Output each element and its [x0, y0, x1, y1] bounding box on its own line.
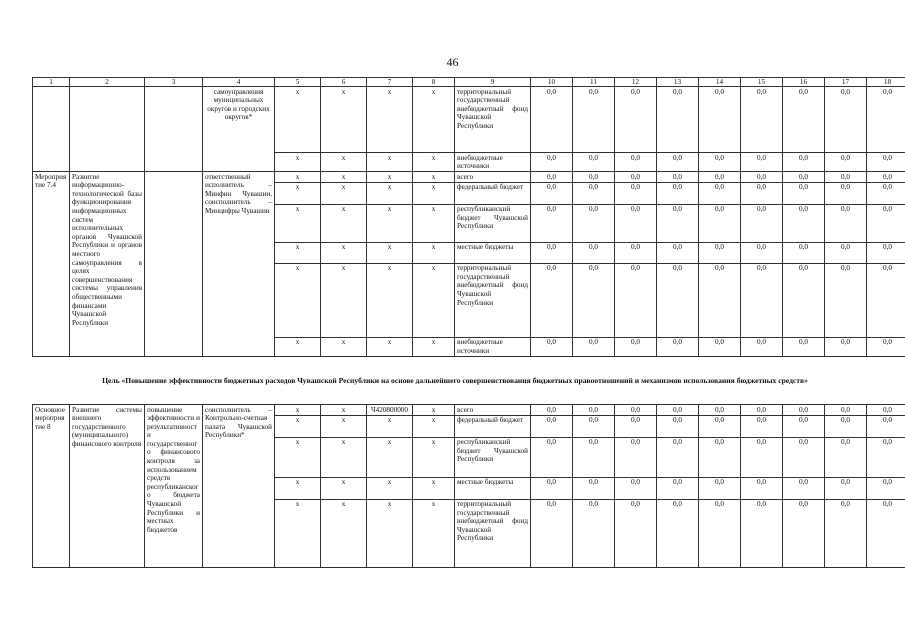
value-cell: 0,0 [783, 405, 825, 416]
value-cell: 0,0 [615, 337, 657, 356]
code-cell: x [275, 437, 321, 477]
value-cell: 0,0 [783, 182, 825, 204]
value-cell: 0,0 [867, 153, 905, 172]
value-cell: 0,0 [825, 337, 867, 356]
code-cell: x [321, 477, 367, 499]
value-cell: 0,0 [531, 405, 573, 416]
value-cell: 0,0 [825, 437, 867, 477]
column-number: 10 [531, 78, 573, 87]
table-row [33, 172, 905, 183]
value-cell: 0,0 [573, 204, 615, 242]
value-cell: 0,0 [741, 263, 783, 337]
value-cell: 0,0 [867, 499, 905, 567]
code-cell: x [367, 337, 413, 356]
value-cell: 0,0 [573, 337, 615, 356]
value-cell: 0,0 [531, 499, 573, 567]
value-cell: 0,0 [657, 204, 699, 242]
column-number: 12 [615, 78, 657, 87]
value-cell: 0,0 [699, 182, 741, 204]
goal-cell [145, 87, 203, 172]
value-cell: 0,0 [825, 499, 867, 567]
value-cell: 0,0 [573, 153, 615, 172]
value-cell: 0,0 [741, 405, 783, 416]
code-cell: x [321, 172, 367, 183]
value-cell: 0,0 [741, 242, 783, 263]
code-cell: x [367, 263, 413, 337]
column-number: 6 [321, 78, 367, 87]
value-cell: 0,0 [699, 153, 741, 172]
value-cell: 0,0 [741, 477, 783, 499]
value-cell: 0,0 [657, 87, 699, 153]
value-cell: 0,0 [867, 182, 905, 204]
value-cell: 0,0 [699, 437, 741, 477]
value-cell: 0,0 [615, 499, 657, 567]
code-cell: x [413, 153, 455, 172]
executor-cell: самоуправления муниципальных округов и городских округов* [203, 87, 275, 172]
goal-cell: повышение эффективности и результативности государственного финансового контроля за использованием средств республиканского бюджета Чувашской Республики и местных бюджетов [145, 405, 203, 568]
value-cell: 0,0 [783, 337, 825, 356]
value-cell: 0,0 [531, 182, 573, 204]
code-cell: x [367, 182, 413, 204]
code-cell: x [321, 437, 367, 477]
value-cell: 0,0 [573, 172, 615, 183]
column-number: 8 [413, 78, 455, 87]
column-number: 4 [203, 78, 275, 87]
value-cell: 0,0 [741, 182, 783, 204]
value-cell: 0,0 [615, 437, 657, 477]
value-cell: 0,0 [531, 153, 573, 172]
code-cell: x [275, 337, 321, 356]
column-number: 2 [70, 78, 145, 87]
code-cell: x [413, 437, 455, 477]
value-cell: 0,0 [573, 415, 615, 437]
value-cell: 0,0 [741, 204, 783, 242]
value-cell: 0,0 [699, 499, 741, 567]
code-cell: x [413, 263, 455, 337]
column-number: 16 [783, 78, 825, 87]
value-cell: 0,0 [699, 415, 741, 437]
value-cell: 0,0 [699, 405, 741, 416]
event-name-cell: Развитие информационно-технологической базы функционирования информационных систем исполнительных органов Чувашской Республики и органов местного самоуправления в целях совершенствования системы управления общественными финансами Чувашской Республики [70, 172, 145, 357]
value-cell: 0,0 [867, 87, 905, 153]
column-number: 7 [367, 78, 413, 87]
value-cell: 0,0 [783, 87, 825, 153]
code-cell: x [321, 153, 367, 172]
code-cell: x [413, 182, 455, 204]
value-cell: 0,0 [531, 87, 573, 153]
code-cell: x [321, 337, 367, 356]
value-cell: 0,0 [699, 242, 741, 263]
value-cell: 0,0 [783, 153, 825, 172]
column-number: 17 [825, 78, 867, 87]
value-cell: 0,0 [825, 153, 867, 172]
value-cell: 0,0 [867, 415, 905, 437]
value-cell: 0,0 [657, 153, 699, 172]
value-cell: 0,0 [825, 182, 867, 204]
value-cell: 0,0 [783, 263, 825, 337]
value-cell: 0,0 [657, 182, 699, 204]
code-cell: x [275, 172, 321, 183]
code-cell: x [275, 477, 321, 499]
page-number: 46 [446, 55, 459, 69]
value-cell: 0,0 [867, 242, 905, 263]
value-cell: 0,0 [783, 499, 825, 567]
value-cell: 0,0 [573, 477, 615, 499]
code-cell: x [275, 499, 321, 567]
header-row [33, 78, 905, 87]
code-cell: x [413, 415, 455, 437]
code-cell: x [321, 263, 367, 337]
code-cell: x [367, 499, 413, 567]
value-cell: 0,0 [867, 337, 905, 356]
value-cell: 0,0 [657, 415, 699, 437]
value-cell: 0,0 [531, 477, 573, 499]
value-cell: 0,0 [783, 477, 825, 499]
funding-source-cell: территориальный государственный внебюджетный фонд Чувашской Республики [455, 263, 531, 337]
value-cell: 0,0 [699, 87, 741, 153]
value-cell: 0,0 [657, 499, 699, 567]
funding-source-cell: местные бюджеты [455, 477, 531, 499]
value-cell: 0,0 [657, 437, 699, 477]
code-cell: x [367, 242, 413, 263]
code-cell: x [275, 405, 321, 416]
value-cell: 0,0 [573, 242, 615, 263]
value-cell: 0,0 [531, 263, 573, 337]
code-cell: x [413, 337, 455, 356]
code-cell: x [275, 415, 321, 437]
column-number: 1 [33, 78, 70, 87]
value-cell: 0,0 [741, 499, 783, 567]
value-cell: 0,0 [699, 477, 741, 499]
value-cell: 0,0 [741, 153, 783, 172]
funding-source-cell: внебюджетные источники [455, 337, 531, 356]
value-cell: 0,0 [741, 415, 783, 437]
value-cell: 0,0 [699, 172, 741, 183]
code-cell: x [275, 87, 321, 153]
table-row [33, 405, 905, 416]
value-cell: 0,0 [867, 172, 905, 183]
funding-source-cell: республиканский бюджет Чувашской Республики [455, 437, 531, 477]
value-cell: 0,0 [741, 87, 783, 153]
goal-cell [145, 172, 203, 357]
funding-source-cell: всего [455, 405, 531, 416]
column-number: 18 [867, 78, 905, 87]
column-number: 11 [573, 78, 615, 87]
code-cell: x [367, 437, 413, 477]
code-cell: x [367, 477, 413, 499]
value-cell: 0,0 [615, 405, 657, 416]
code-cell: x [367, 172, 413, 183]
value-cell: 0,0 [573, 87, 615, 153]
column-number: 13 [657, 78, 699, 87]
value-cell: 0,0 [825, 242, 867, 263]
code-cell: x [413, 499, 455, 567]
value-cell: 0,0 [615, 172, 657, 183]
value-cell: 0,0 [657, 337, 699, 356]
code-cell: x [275, 153, 321, 172]
value-cell: 0,0 [825, 477, 867, 499]
value-cell: 0,0 [615, 242, 657, 263]
value-cell: 0,0 [699, 337, 741, 356]
code-cell: x [367, 153, 413, 172]
budget-table-upper [32, 77, 905, 357]
value-cell: 0,0 [615, 87, 657, 153]
value-cell: 0,0 [699, 204, 741, 242]
code-cell: x [413, 87, 455, 153]
code-cell: x [275, 204, 321, 242]
value-cell: 0,0 [657, 172, 699, 183]
value-cell: 0,0 [615, 204, 657, 242]
code-cell: x [413, 477, 455, 499]
funding-source-cell: территориальный государственный внебюджетный фонд Чувашской Республики [455, 87, 531, 153]
value-cell: 0,0 [657, 263, 699, 337]
value-cell: 0,0 [867, 437, 905, 477]
column-number: 5 [275, 78, 321, 87]
value-cell: 0,0 [741, 437, 783, 477]
column-number: 15 [741, 78, 783, 87]
code-cell: x [367, 204, 413, 242]
value-cell: 0,0 [699, 263, 741, 337]
funding-source-cell: республиканский бюджет Чувашской Республики [455, 204, 531, 242]
event-label-cell: Мероприятие 7.4 [33, 172, 70, 357]
value-cell: 0,0 [531, 415, 573, 437]
code-cell: x [367, 87, 413, 153]
code-cell: x [321, 87, 367, 153]
code-cell: x [275, 263, 321, 337]
value-cell: 0,0 [741, 337, 783, 356]
event-name-cell [70, 87, 145, 172]
value-cell: 0,0 [531, 172, 573, 183]
value-cell: 0,0 [573, 405, 615, 416]
value-cell: 0,0 [867, 263, 905, 337]
value-cell: 0,0 [657, 242, 699, 263]
value-cell: 0,0 [573, 182, 615, 204]
value-cell: 0,0 [573, 499, 615, 567]
code-cell: x [275, 182, 321, 204]
value-cell: 0,0 [825, 415, 867, 437]
code-cell: x [413, 172, 455, 183]
event-label-cell [33, 87, 70, 172]
code-cell: x [413, 405, 455, 416]
code-cell: x [275, 242, 321, 263]
value-cell: 0,0 [615, 182, 657, 204]
funding-source-cell: всего [455, 172, 531, 183]
code-cell: x [367, 415, 413, 437]
value-cell: 0,0 [783, 415, 825, 437]
value-cell: 0,0 [825, 87, 867, 153]
value-cell: 0,0 [867, 204, 905, 242]
code-cell: x [321, 242, 367, 263]
value-cell: 0,0 [867, 405, 905, 416]
value-cell: 0,0 [825, 405, 867, 416]
code-cell: x [413, 242, 455, 263]
value-cell: 0,0 [573, 437, 615, 477]
value-cell: 0,0 [741, 172, 783, 183]
code-cell: Ч420800000 [367, 405, 413, 416]
value-cell: 0,0 [867, 477, 905, 499]
column-number: 14 [699, 78, 741, 87]
budget-table-lower [32, 404, 905, 568]
code-cell: x [413, 204, 455, 242]
value-cell: 0,0 [531, 337, 573, 356]
value-cell: 0,0 [783, 437, 825, 477]
funding-source-cell: территориальный государственный внебюджетный фонд Чувашской Республики [455, 499, 531, 567]
goal-heading: Цель «Повышение эффективности бюджетных расходов Чувашской Республики на основе дальнейшего совершенствования бюджетных правоотношений и механизмов использования бюджетных средств» [102, 376, 808, 385]
value-cell: 0,0 [573, 263, 615, 337]
event-name-cell: Развитие системы внешнего государственного (муниципального) финансового контроля [70, 405, 145, 568]
funding-source-cell: местные бюджеты [455, 242, 531, 263]
value-cell: 0,0 [615, 153, 657, 172]
value-cell: 0,0 [783, 242, 825, 263]
code-cell: x [321, 499, 367, 567]
value-cell: 0,0 [783, 204, 825, 242]
value-cell: 0,0 [615, 477, 657, 499]
value-cell: 0,0 [615, 415, 657, 437]
executor-cell: ответственный исполнитель – Минфин Чувашии, соисполнитель – Минцифры Чувашии [203, 172, 275, 357]
column-number: 9 [455, 78, 531, 87]
funding-source-cell: федеральный бюджет [455, 182, 531, 204]
value-cell: 0,0 [825, 172, 867, 183]
value-cell: 0,0 [657, 405, 699, 416]
value-cell: 0,0 [657, 477, 699, 499]
value-cell: 0,0 [825, 204, 867, 242]
event-label-cell: Основное мероприятие 8 [33, 405, 70, 568]
value-cell: 0,0 [531, 242, 573, 263]
value-cell: 0,0 [825, 263, 867, 337]
value-cell: 0,0 [615, 263, 657, 337]
funding-source-cell: внебюджетные источники [455, 153, 531, 172]
executor-cell: соисполнитель – Контрольно-счетная палата Чувашской Республики* [203, 405, 275, 568]
code-cell: x [321, 405, 367, 416]
code-cell: x [321, 204, 367, 242]
column-number: 3 [145, 78, 203, 87]
value-cell: 0,0 [783, 172, 825, 183]
code-cell: x [321, 415, 367, 437]
funding-source-cell: федеральный бюджет [455, 415, 531, 437]
table-row [33, 87, 905, 153]
value-cell: 0,0 [531, 437, 573, 477]
code-cell: x [321, 182, 367, 204]
value-cell: 0,0 [531, 204, 573, 242]
